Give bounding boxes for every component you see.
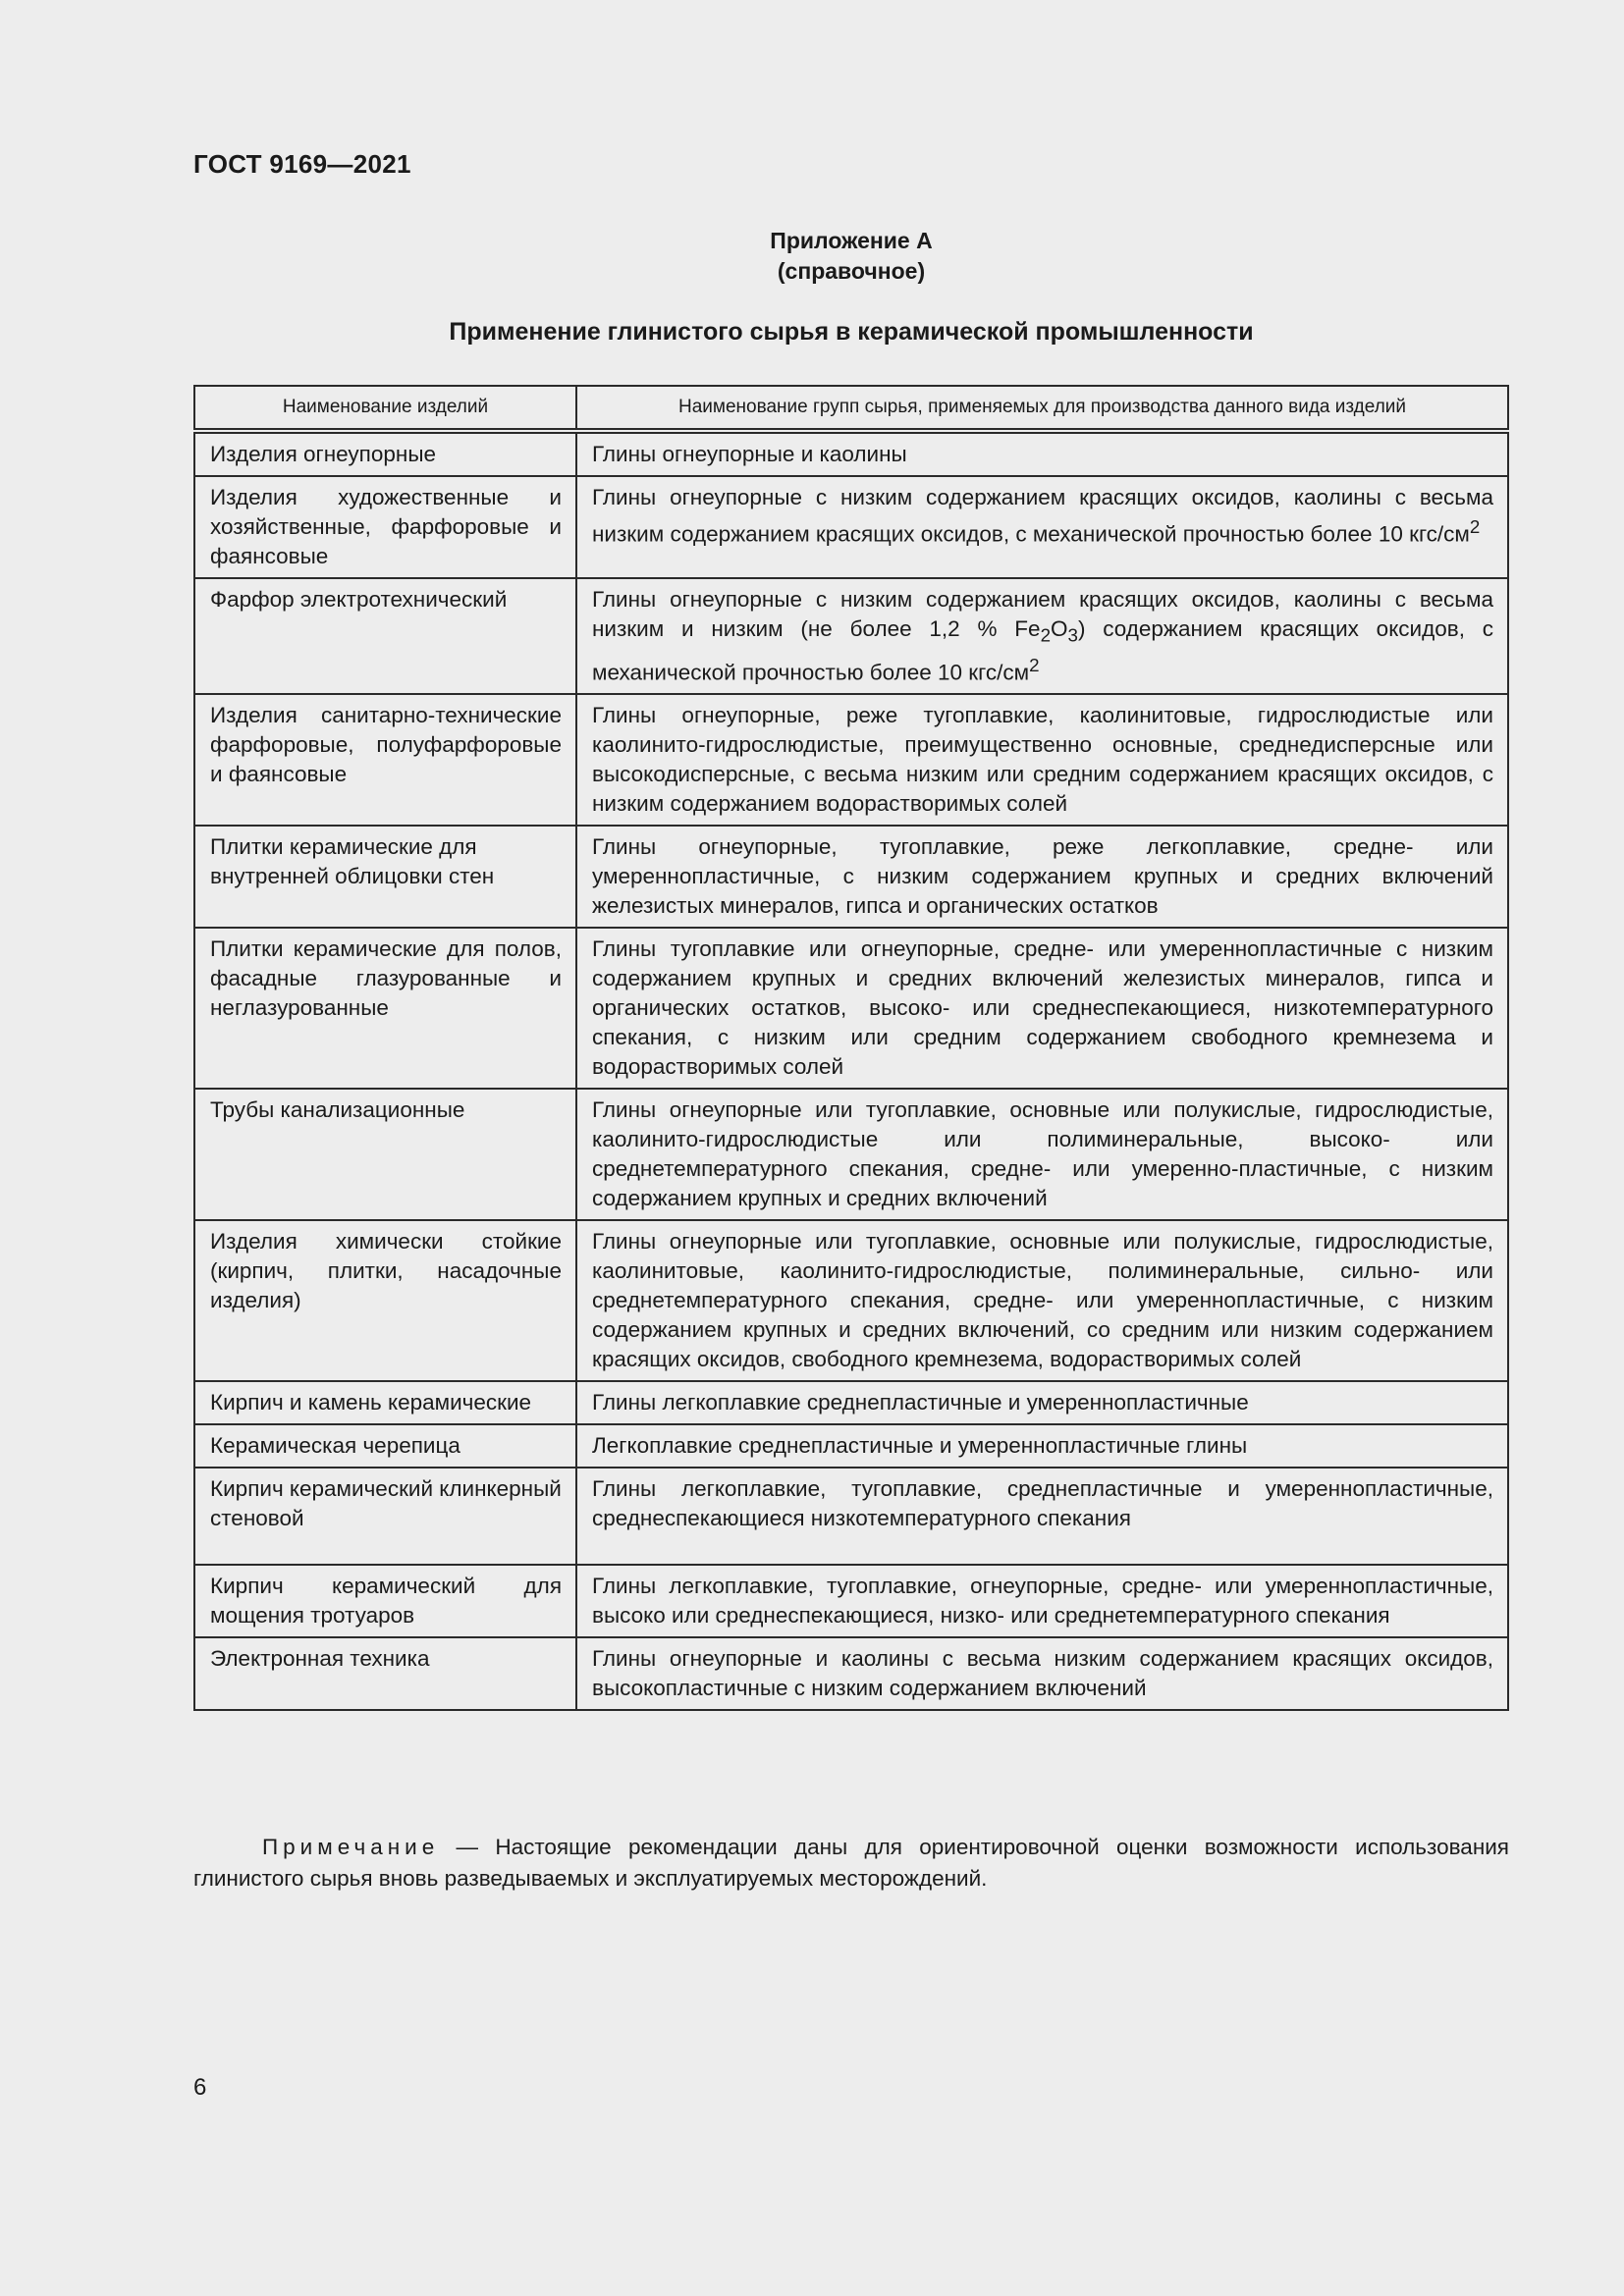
- product-cell: Изделия санитарно-технические фарфоровые, полуфарфоровые и фаянсовые: [194, 694, 576, 826]
- subscript: 3: [1067, 624, 1078, 646]
- product-cell: Плитки керамические для внутренней облицовки стен: [194, 826, 576, 928]
- raw-cell: Глины легкоплавкие, тугоплавкие, огнеупорные, средне- или умереннопластичные, высоко или среднеспекающиеся, низко- или среднетемпературного спекания: [576, 1565, 1508, 1637]
- table-row: [194, 928, 1508, 1089]
- superscript: 2: [1469, 516, 1481, 537]
- subscript: 2: [1040, 624, 1051, 646]
- product-cell: Трубы канализационные: [194, 1089, 576, 1220]
- table-row: [194, 826, 1508, 928]
- note-label: Примечание: [262, 1835, 440, 1859]
- table-note: [193, 1832, 1509, 1895]
- raw-cell: Глины огнеупорные и каолины: [576, 431, 1508, 476]
- raw-cell: Глины огнеупорные, реже тугоплавкие, каолинитовые, гидрослюдистые или каолинито-гидрослюдистые, преимущественно основные, среднедисперсные или высокодисперсные, с весьма низким или средним содержанием красящих оксидов, с низким содержанием водорастворимых солей: [576, 694, 1508, 826]
- table-row: [194, 1565, 1508, 1637]
- product-cell: Кирпич и камень керамические: [194, 1381, 576, 1424]
- product-cell: Электронная техника: [194, 1637, 576, 1710]
- raw-cell: Глины огнеупорные и каолины с весьма низким содержанием красящих оксидов, высокопластичные с низким содержанием включений: [576, 1637, 1508, 1710]
- raw-cell: Глины огнеупорные или тугоплавкие, основные или полукислые, гидрослюдистые, каолинито-гидрослюдистые или полиминеральные, высоко- или среднетемпературного спекания, средне- или умеренно-пластичные, с низким содержанием крупных и средних включений: [576, 1089, 1508, 1220]
- page-number: 6: [193, 2074, 207, 2101]
- table-row: [194, 1220, 1508, 1381]
- appendix-kind: (справочное): [777, 258, 926, 284]
- table-row: [194, 1381, 1508, 1424]
- product-cell: Плитки керамические для полов, фасадные глазурованные и неглазурованные: [194, 928, 576, 1089]
- product-cell: Фарфор электротехнический: [194, 578, 576, 694]
- product-cell: Изделия химически стойкие (кирпич, плитки, насадочные изделия): [194, 1220, 576, 1381]
- raw-cell: [576, 578, 1508, 694]
- table-row: [194, 1089, 1508, 1220]
- raw-cell: Глины легкоплавкие, тугоплавкие, среднепластичные и умереннопластичные, среднеспекающиеся низкотемпературного спекания: [576, 1468, 1508, 1565]
- raw-cell: Глины огнеупорные или тугоплавкие, основные или полукислые, гидрослюдистые, каолинитовые, каолинито-гидрослюдистые, полиминеральные, сильно- или среднетемпературного спекания, средне- или умереннопластичные, с низким содержанием крупных и средних включений, со средним или низким содержанием красящих оксидов, свободного кремнезема, водорастворимых солей: [576, 1220, 1508, 1381]
- raw-cell: Глины легкоплавкие среднепластичные и умереннопластичные: [576, 1381, 1508, 1424]
- table-row: [194, 1637, 1508, 1710]
- table-row: [194, 1468, 1508, 1565]
- table-row: [194, 476, 1508, 578]
- raw-cell: [576, 476, 1508, 578]
- appendix-title: Применение глинистого сырья в керамической промышленности: [449, 318, 1254, 346]
- product-cell: Изделия художественные и хозяйственные, фарфоровые и фаянсовые: [194, 476, 576, 578]
- table-row: [194, 1424, 1508, 1468]
- clay-application-table: [193, 385, 1509, 1711]
- appendix-heading: [0, 226, 1624, 287]
- table-row: [194, 694, 1508, 826]
- product-cell: Керамическая черепица: [194, 1424, 576, 1468]
- raw-cell: Легкоплавкие среднепластичные и умереннопластичные глины: [576, 1424, 1508, 1468]
- table-row: [194, 431, 1508, 476]
- raw-cell: Глины огнеупорные, тугоплавкие, реже легкоплавкие, средне- или умереннопластичные, с низким содержанием крупных и средних включений железистых минералов, гипса и органических остатков: [576, 826, 1508, 928]
- product-cell: Кирпич керамический для мощения тротуаров: [194, 1565, 576, 1637]
- product-cell: Кирпич керамический клинкерный стеновой: [194, 1468, 576, 1565]
- table-row: [194, 578, 1508, 694]
- document-code: ГОСТ 9169—2021: [193, 149, 411, 179]
- product-cell: Изделия огнеупорные: [194, 431, 576, 476]
- raw-text: O: [1051, 616, 1068, 641]
- raw-text: Глины огнеупорные с низким содержанием красящих оксидов, каолины с весьма низким и низким (не более 1,2 % Fe: [592, 587, 1493, 641]
- table-header-row: [194, 386, 1508, 431]
- raw-text: Глины огнеупорные с низким содержанием красящих оксидов, каолины с весьма низким содержанием красящих оксидов, с механической прочностью более 10 кгс/см: [592, 485, 1493, 547]
- superscript: 2: [1029, 654, 1040, 675]
- header-raw-materials: Наименование групп сырья, применяемых для производства данного вида изделий: [576, 386, 1508, 431]
- note-text: — Настоящие рекомендации даны для ориентировочной оценки возможности использования глинистого сырья вновь разведываемых и эксплуатируемых месторождений.: [193, 1835, 1509, 1891]
- appendix-label: Приложение А: [770, 228, 933, 253]
- raw-text: ) содержанием красящих оксидов, с механической прочностью более 10 кгс/см: [592, 616, 1494, 684]
- raw-cell: Глины тугоплавкие или огнеупорные, средне- или умереннопластичные с низким содержанием крупных и средних включений железистых минералов, гипса и органических остатков, высоко- или среднеспекающиеся, низкотемпературного спекания, с низким или средним содержанием свободного кремнезема и водорастворимых солей: [576, 928, 1508, 1089]
- header-products: Наименование изделий: [194, 386, 576, 431]
